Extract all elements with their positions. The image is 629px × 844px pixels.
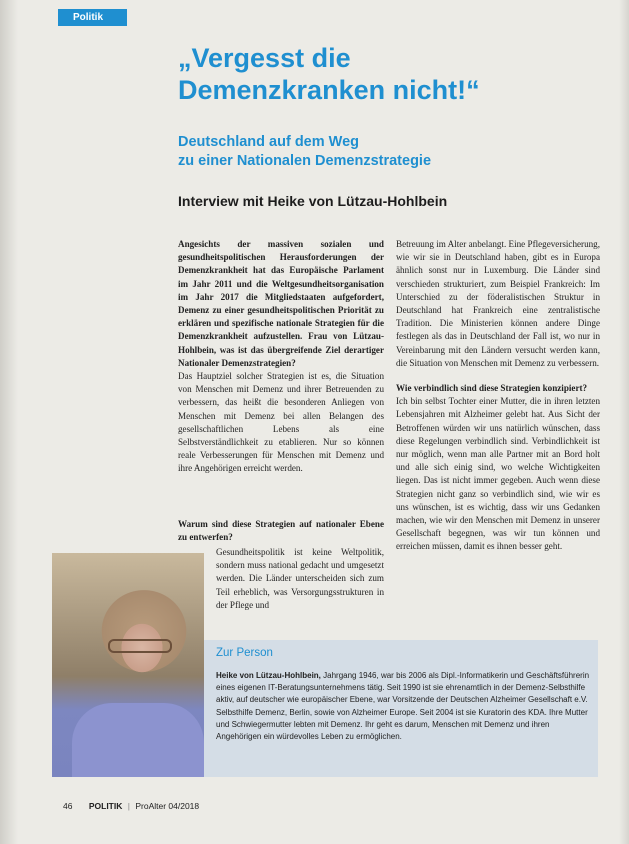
- person-box-heading: Zur Person: [216, 647, 273, 659]
- headline: [178, 42, 598, 106]
- answer-2-continued: Betreuung im Alter anbelangt. Eine Pflegeversicherung, wie wir sie in Deutschland haben, gibt es in Europa ähnlich sonst nur in Luxemburg. Die Länder sind verschieden strukturiert, zum Beispiel Frankreich: Im Unterschied zu der föderalistischen Struktur in Deutschland hat Frankreich eine zentralistische Tradition. Die Ministerien können andere Dinge festlegen als das in Deutschland der Fall ist, wo nur in Vereinbarung mit den Ländern versucht werden kann, die Situation von Menschen mit Demenz zu verbessern.: [396, 239, 600, 368]
- footer-issue: ProAlter 04/2018: [135, 801, 200, 811]
- page-number: 46: [63, 801, 73, 811]
- person-info-box: [204, 640, 598, 777]
- subtitle-line-2: zu einer Nationalen Demenzstrategie: [178, 153, 432, 169]
- left-column: [178, 238, 384, 476]
- intro-question: Angesichts der massiven sozialen und gesundheitspolitischen Herausforderungen der Demenzkrankheit hat das Europäische Parlament im Jahr 2011 und die Weltgesundheitsorganisation im Jahr 2017 die Mitgliedstaaten aufgefordert, Demenz zu einer gesundheitspolitischen Priorität zu erklären und spezifische nationale Strategien für die Demenzkrankheit aufzustellen. Frau von Lützau-Hohlbein, was ist das übergreifende Ziel derartiger Nationaler Demenzstrategien?: [178, 239, 384, 368]
- answer-2-block: [216, 546, 384, 612]
- person-box-text: [216, 670, 592, 743]
- question-3: Wie verbindlich sind diese Strategien konzipiert?: [396, 383, 588, 394]
- interview-byline: Interview mit Heike von Lützau-Hohlbein: [178, 193, 448, 209]
- portrait-glasses: [108, 639, 172, 653]
- answer-2: Gesundheitspolitik ist keine Weltpolitik, sondern muss national gedacht und umgesetzt werden. Die Länder unterscheiden sich zum Teil erheblich, was Versorgungsstrukturen in der Pflege und: [216, 547, 384, 610]
- headline-line-1: „Vergesst die: [178, 43, 351, 73]
- subtitle-line-1: Deutschland auf dem Weg: [178, 134, 360, 150]
- footer-section: POLITIK: [88, 801, 123, 811]
- person-bio: Jahrgang 1946, war bis 2006 als Dipl.-Informatikerin und Geschäftsführerin eines eigenen IT-Beratungsunternehmens tätig. Seit 1990 ist sie ehrenamtlich in der Demenz-Selbsthilfe aktiv, auf deutscher wie europäischer Ebene, war Vorsitzende der Deutschen Alzheimer Gesellschaft e.V. Selbsthilfe Demenz, Berlin, sowie von Alzheimer Europe. Seit 2004 ist sie Kuratorin des KDA. Ihre Mutter und Schwiegermutter lebten mit Demenz. Ihr geht es darum, Menschen mit Demenz und ihren Angehörigen ein würdevolles Leben zu ermöglichen.: [216, 671, 590, 742]
- page-gutter-shadow: [0, 0, 18, 844]
- portrait-photo: [52, 553, 204, 777]
- page-edge-shadow: [619, 0, 629, 844]
- question-2: Warum sind diese Strategien auf nationaler Ebene zu entwerfen?: [178, 519, 384, 543]
- question-2-block: [178, 518, 384, 544]
- person-name: Heike von Lützau-Hohlbein,: [216, 671, 321, 680]
- headline-line-2: Demenzkranken nicht!“: [178, 75, 480, 105]
- portrait-shirt: [72, 703, 204, 777]
- right-column: [396, 238, 600, 554]
- answer-3: Ich bin selbst Tochter einer Mutter, die in ihren letzten Lebensjahren mit Alzheimer gelebt hat. Aus Sicht der Betroffenen würden wir uns natürlich wünschen, dass diese Regelungen verbindlich sind. Verbindlichkeit ist nur möglich, wenn man alle Partner mit an Bord holt und alle sich einig sind, wo welche Wichtigkeiten liegen. Das ist nicht immer gegeben. Auch wenn diese Strategien nicht ganz so verbindlich sind, wie wir es uns wünschen, ist es wichtig, dass wir uns Gedanken machen, wie wir den Menschen mit Demenz in unserer Gesellschaft begegnen, was wir tun können und erreichen müssen, damit es ihnen besser geht.: [396, 396, 600, 552]
- answer-1: Das Hauptziel solcher Strategien ist es, die Situation von Menschen mit Demenz und ihrer Betreuenden zu verbessern, das heißt die besonderen Anliegen von Menschen mit Demenz bei allen Belangen des gesellschaftlichen Lebens als eine Selbstverständlichkeit zu etablieren. Nur so können reale Verbesserungen für Menschen mit Demenz und ihre Angehörigen erreicht werden.: [178, 371, 384, 474]
- subtitle: [178, 133, 598, 171]
- section-tag: Politik: [58, 9, 127, 26]
- page-footer: 46 POLITIK | ProAlter 04/2018: [63, 801, 200, 811]
